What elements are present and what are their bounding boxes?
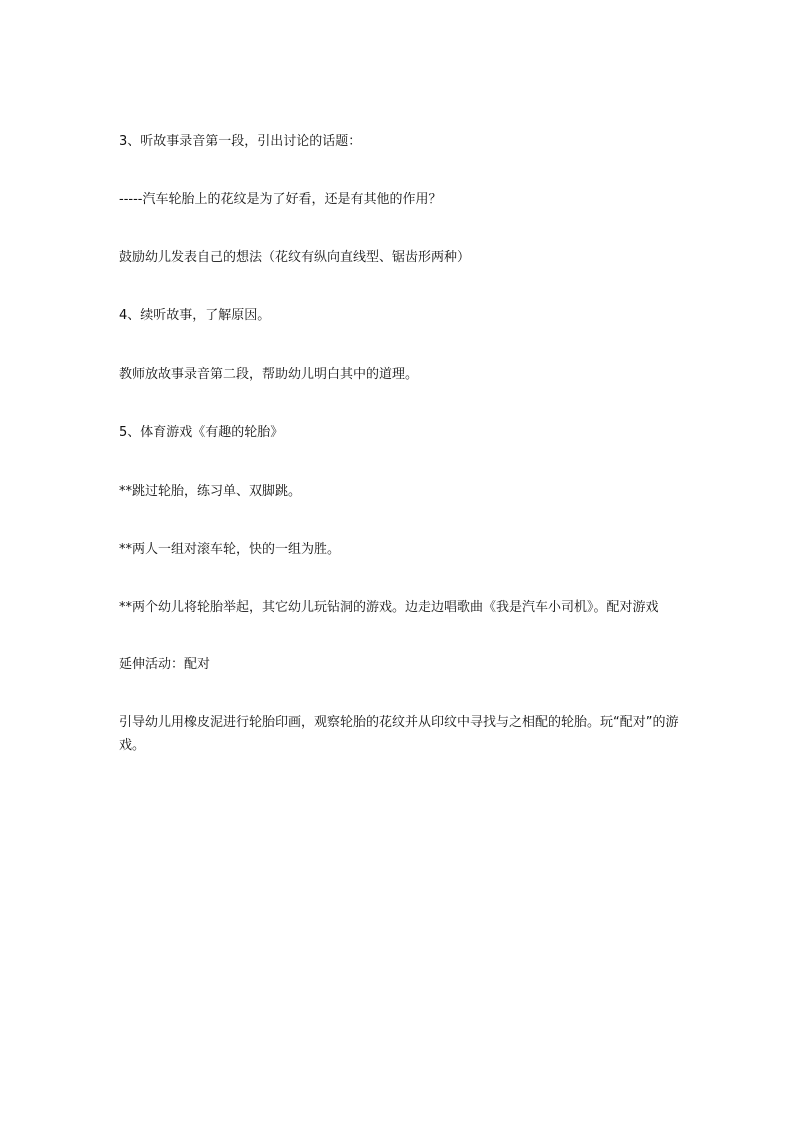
paragraph-teacher: 教师放故事录音第二段，帮助幼儿明白其中的道理。 xyxy=(119,367,419,382)
paragraph-step-5: 5、体育游戏《有趣的轮胎》 xyxy=(119,425,284,440)
paragraph-print: 引导幼儿用橡皮泥进行轮胎印画，观察轮胎的花纹并从印纹中寻找与之相配的轮胎。玩“配对”的游戏。 xyxy=(119,715,679,753)
paragraph-question: -----汽车轮胎上的花纹是为了好看，还是有其他的作用？ xyxy=(119,192,442,207)
paragraph-extension: 延伸活动：配对 xyxy=(119,657,211,672)
paragraph-roll: **两人一组对滚车轮，快的一组为胜。 xyxy=(119,542,341,557)
paragraph-encourage: 鼓励幼儿发表自己的想法（花纹有纵向直线型、锯齿形两种） xyxy=(119,250,471,265)
paragraph-jump: **跳过轮胎，练习单、双脚跳。 xyxy=(119,484,302,499)
paragraph-tunnel: **两个幼儿将轮胎举起，其它幼儿玩钻洞的游戏。边走边唱歌曲《我是汽车小司机》。配对游戏 xyxy=(119,600,659,615)
paragraph-step-3: 3、听故事录音第一段，引出讨论的话题： xyxy=(119,134,362,149)
paragraph-step-4: 4、续听故事，了解原因。 xyxy=(119,308,271,323)
